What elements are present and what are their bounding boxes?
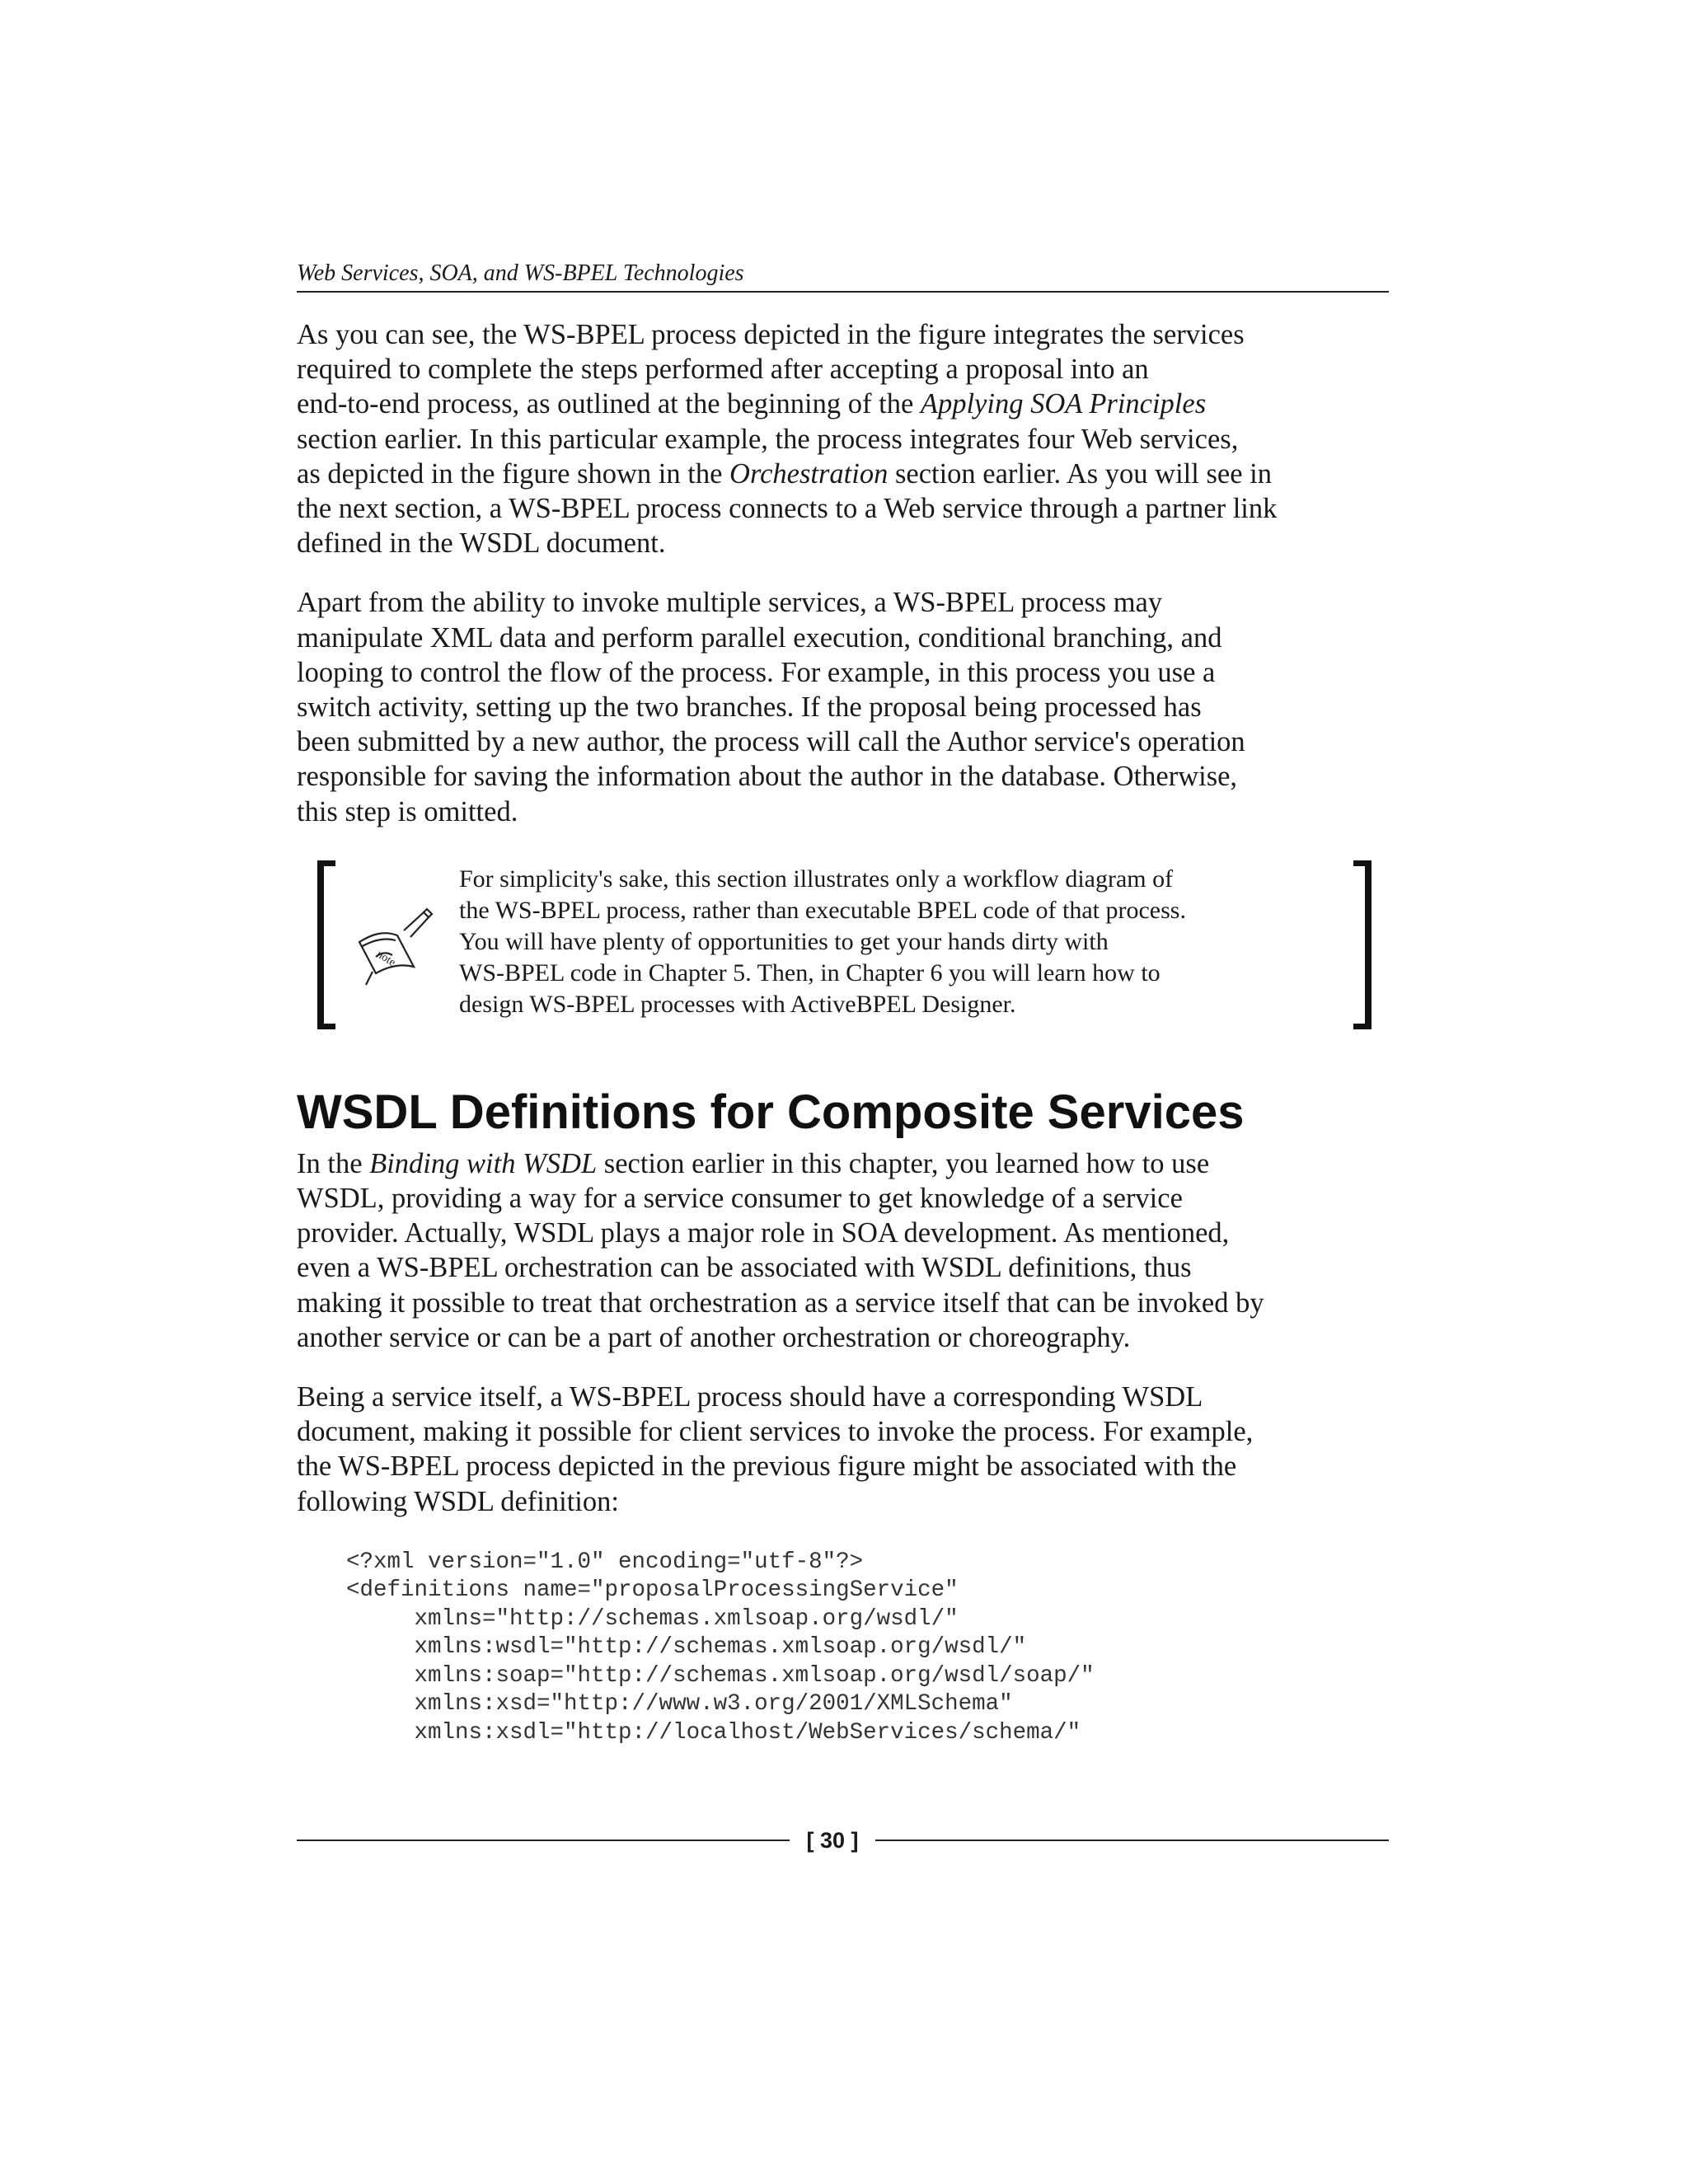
paragraph-line: document, making it possible for client services to invoke the process. For example, bbox=[297, 1416, 1254, 1448]
paragraph-line: provider. Actually, WSDL plays a major role in SOA development. As mentioned, bbox=[297, 1217, 1230, 1249]
page-footer bbox=[297, 1824, 1389, 1857]
paragraph-line: section earlier. In this particular example, the process integrates four Web services, bbox=[297, 423, 1239, 455]
footer-rule-left bbox=[297, 1840, 790, 1841]
paragraph-line: even a WS-BPEL orchestration can be associated with WSDL definitions, thus bbox=[297, 1252, 1192, 1284]
paragraph-line: the WS-BPEL process depicted in the previous figure might be associated with the bbox=[297, 1451, 1237, 1483]
paragraph-line: manipulate XML data and perform parallel execution, conditional branching, and bbox=[297, 621, 1222, 654]
paragraph-1 bbox=[297, 317, 1389, 560]
text-run: as depicted in the figure shown in the bbox=[297, 457, 730, 490]
paragraph-line: making it possible to treat that orchestration as a service itself that can be invoked by bbox=[297, 1286, 1264, 1319]
note-icon bbox=[348, 906, 437, 995]
paragraph-line: responsible for saving the information about the author in the database. Otherwise, bbox=[297, 761, 1238, 793]
italic-reference: Orchestration bbox=[729, 457, 889, 490]
code-listing bbox=[346, 1549, 1389, 1748]
note-box bbox=[297, 860, 1389, 1029]
paragraph-line: following WSDL definition: bbox=[297, 1485, 619, 1517]
italic-reference: Binding with WSDL bbox=[369, 1147, 598, 1179]
right-bracket bbox=[1353, 860, 1372, 1029]
paragraph-line: WSDL, providing a way for a service consumer to get knowledge of a service bbox=[297, 1183, 1183, 1215]
paragraph-line bbox=[297, 1146, 1389, 1181]
code-line: xmlns:soap="http://schemas.xmlsoap.org/wsdl/soap/" bbox=[346, 1662, 1095, 1689]
paragraph-line: looping to control the flow of the process. For example, in this process you use a bbox=[297, 656, 1216, 688]
paragraph-line: required to complete the steps performed after accepting a proposal into an bbox=[297, 354, 1149, 386]
note-line: WS-BPEL code in Chapter 5. Then, in Chapter 6 you will learn how to bbox=[459, 958, 1160, 987]
text-run: section earlier. As you will see in bbox=[888, 457, 1272, 490]
paragraph-line bbox=[297, 387, 1389, 421]
code-line: xmlns:xsdl="http://localhost/WebServices/schema/" bbox=[346, 1719, 1081, 1746]
code-line: <definitions name="proposalProcessingService" bbox=[346, 1577, 959, 1604]
page-number: [ 30 ] bbox=[806, 1828, 859, 1853]
note-line: You will have plenty of opportunities to get your hands dirty with bbox=[459, 927, 1109, 955]
paragraph-2 bbox=[297, 585, 1389, 828]
left-bracket bbox=[317, 860, 335, 1029]
paragraph-line: defined in the WSDL document. bbox=[297, 527, 666, 560]
footer-rule-right bbox=[875, 1840, 1389, 1841]
note-text bbox=[459, 864, 1186, 1020]
code-line: xmlns:wsdl="http://schemas.xmlsoap.org/wsdl/" bbox=[346, 1634, 1027, 1661]
code-line: xmlns="http://schemas.xmlsoap.org/wsdl/" bbox=[346, 1605, 959, 1632]
note-line: For simplicity's sake, this section illustrates only a workflow diagram of bbox=[459, 865, 1174, 893]
paragraph-line: this step is omitted. bbox=[297, 795, 518, 827]
text-run: section earlier in this chapter, you learned how to use bbox=[597, 1147, 1210, 1179]
section-title: WSDL Definitions for Composite Services bbox=[297, 1085, 1245, 1139]
paragraph-3 bbox=[297, 1146, 1389, 1355]
text-run: end-to-end process, as outlined at the beginning of the bbox=[297, 388, 921, 420]
paragraph-line: Apart from the ability to invoke multiple services, a WS-BPEL process may bbox=[297, 587, 1163, 619]
text-run: In the bbox=[297, 1147, 370, 1179]
note-line: design WS-BPEL processes with ActiveBPEL Designer. bbox=[459, 990, 1016, 1018]
paragraph-line: the next section, a WS-BPEL process connects to a Web service through a partner link bbox=[297, 493, 1278, 525]
code-line: <?xml version="1.0" encoding="utf-8"?> bbox=[346, 1549, 864, 1575]
page-content bbox=[297, 260, 1389, 1747]
paragraph-line: another service or can be a part of another orchestration or choreography. bbox=[297, 1321, 1131, 1353]
paragraph-4 bbox=[297, 1380, 1389, 1519]
paragraph-line: As you can see, the WS-BPEL process depicted in the figure integrates the services bbox=[297, 319, 1245, 350]
running-head: Web Services, SOA, and WS-BPEL Technologies bbox=[297, 260, 1389, 293]
paragraph-line bbox=[297, 457, 1389, 491]
paragraph-line: switch activity, setting up the two branches. If the proposal being processed has bbox=[297, 691, 1202, 724]
italic-reference: Applying SOA Principles bbox=[920, 388, 1207, 420]
note-line: the WS-BPEL process, rather than executable BPEL code of that process. bbox=[459, 896, 1186, 924]
paragraph-line: been submitted by a new author, the process will call the Author service's operation bbox=[297, 726, 1245, 758]
code-line: xmlns:xsd="http://www.w3.org/2001/XMLSchema" bbox=[346, 1691, 1013, 1718]
paragraph-line: Being a service itself, a WS-BPEL process should have a corresponding WSDL bbox=[297, 1381, 1203, 1413]
svg-text:note: note bbox=[373, 948, 398, 969]
